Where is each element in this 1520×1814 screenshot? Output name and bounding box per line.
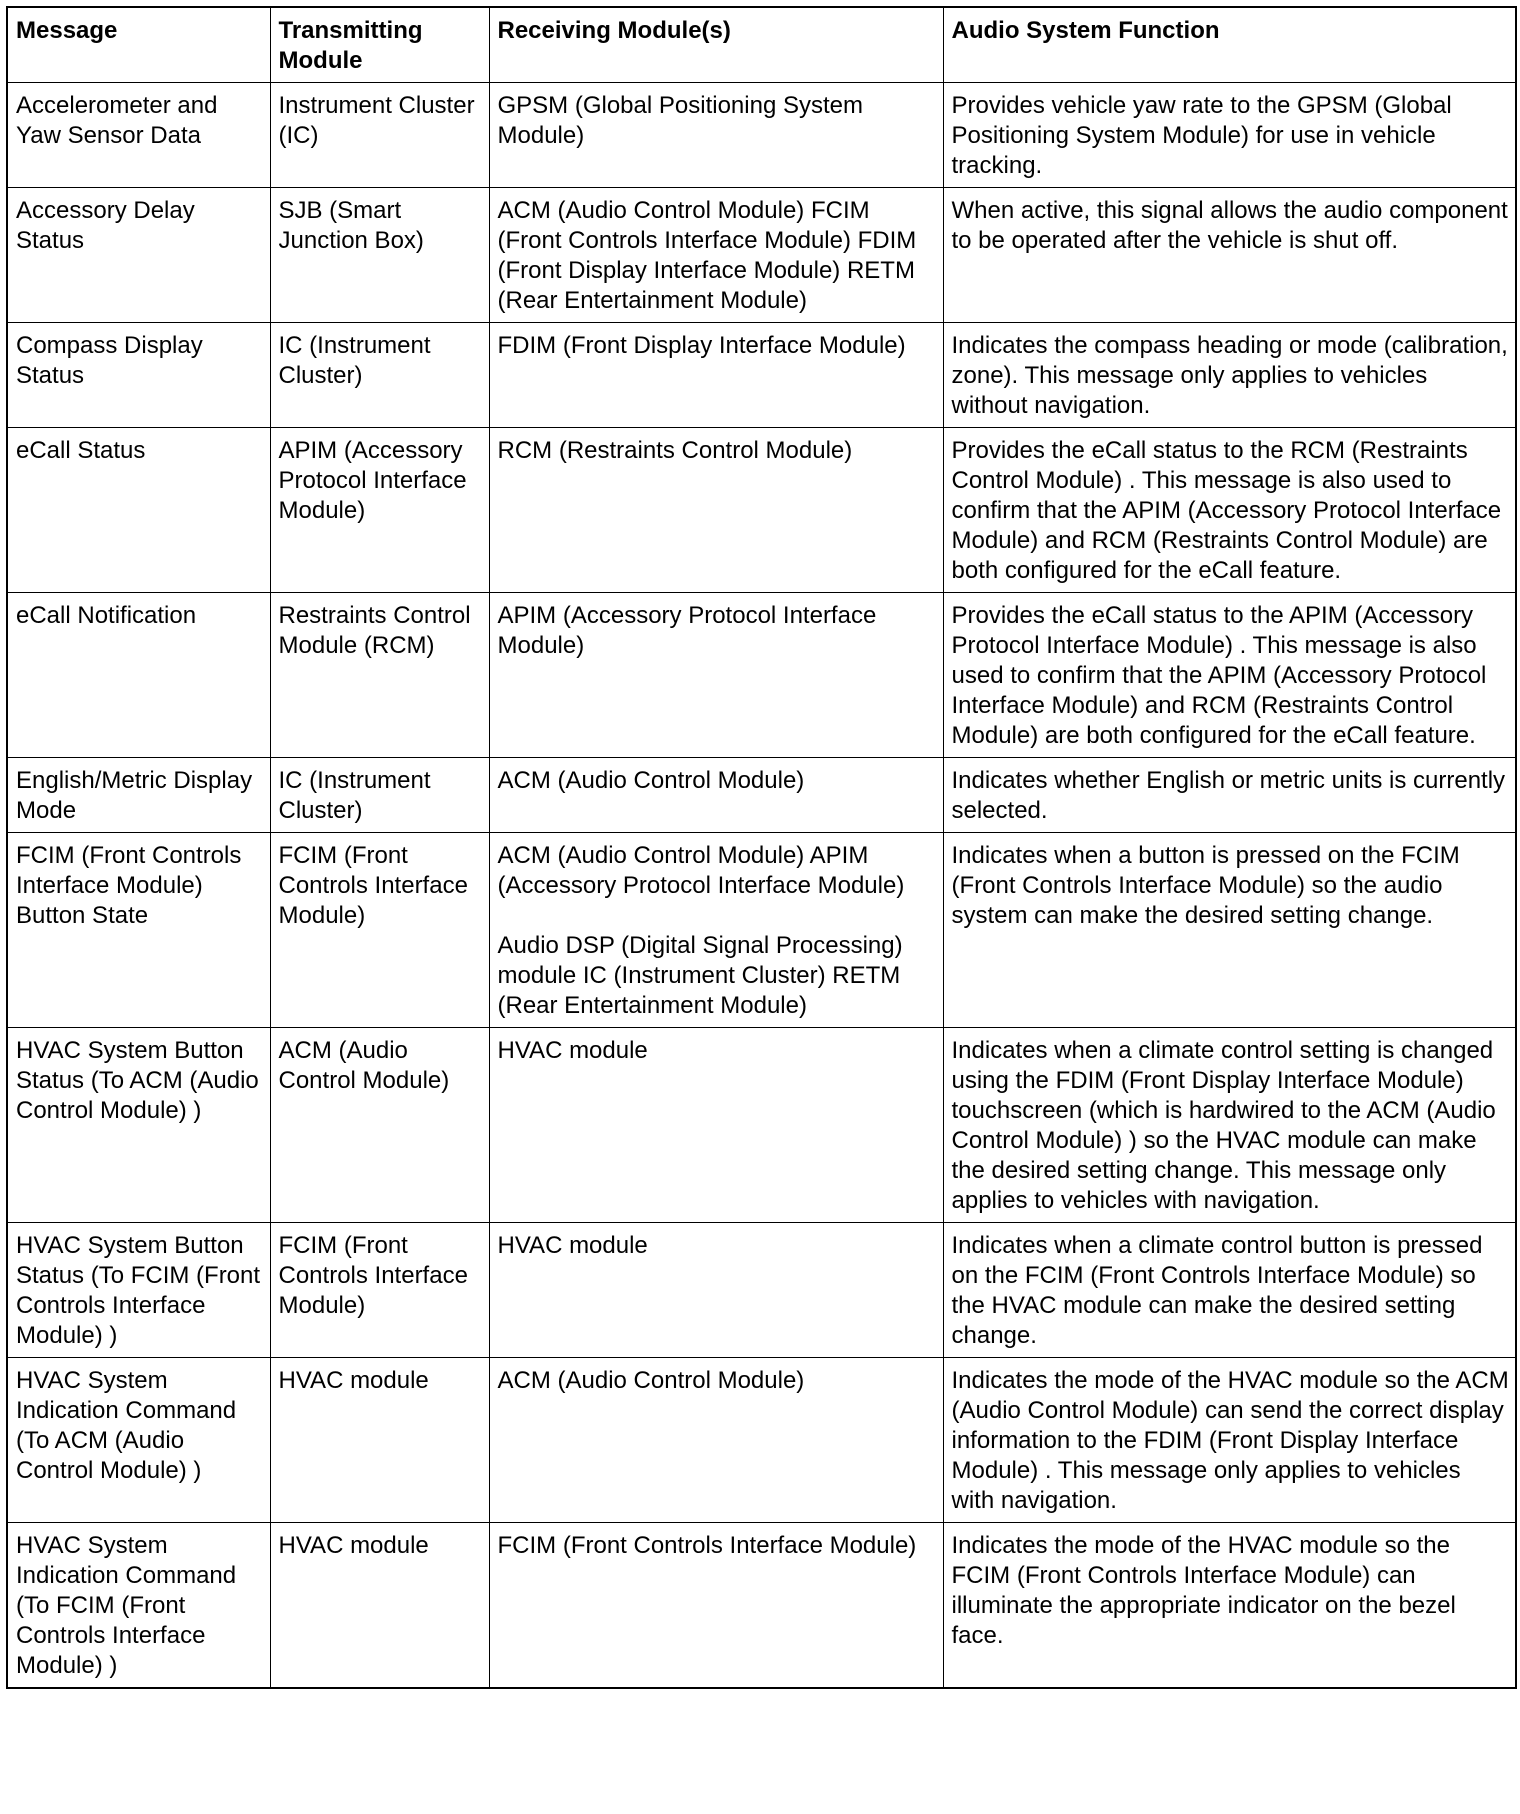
cell-receiving-modules — [489, 323, 943, 428]
cell-receiving-modules — [489, 83, 943, 188]
cell-receiving-modules — [489, 1523, 943, 1689]
header-receiving-modules: Receiving Module(s) — [489, 7, 943, 83]
table-row — [7, 1358, 1516, 1523]
table-row — [7, 1028, 1516, 1223]
table-row — [7, 323, 1516, 428]
receiving-module-text: Audio DSP (Digital Signal Processing) module IC (Instrument Cluster) RETM (Rear Entertainment Module) — [497, 932, 903, 1019]
cell-message: eCall Notification — [7, 593, 270, 758]
cell-receiving-modules — [489, 1028, 943, 1223]
cell-transmitting-module: SJB (Smart Junction Box) — [270, 188, 489, 323]
receiving-module-text: GPSM (Global Positioning System Module) — [497, 92, 863, 149]
receiving-module-text: FCIM (Front Controls Interface Module) — [497, 1532, 917, 1559]
table-row — [7, 83, 1516, 188]
cell-transmitting-module: Restraints Control Module (RCM) — [270, 593, 489, 758]
receiving-module-text: FDIM (Front Display Interface Module) — [497, 332, 906, 359]
table-row — [7, 758, 1516, 833]
table-row — [7, 428, 1516, 593]
receiving-module-text: APIM (Accessory Protocol Interface Module) — [497, 602, 877, 659]
cell-message: FCIM (Front Controls Interface Module) Button State — [7, 833, 270, 1028]
cell-audio-system-function: Indicates the compass heading or mode (calibration, zone). This message only applies to vehicles without navigation. — [943, 323, 1516, 428]
table-body — [7, 83, 1516, 1689]
header-transmitting-module: Transmitting Module — [270, 7, 489, 83]
receiving-module-text: ACM (Audio Control Module) — [497, 1367, 805, 1394]
cell-transmitting-module: ACM (Audio Control Module) — [270, 1028, 489, 1223]
paragraph-gap — [498, 901, 937, 931]
cell-audio-system-function: Indicates whether English or metric units is currently selected. — [943, 758, 1516, 833]
header-audio-system-function: Audio System Function — [943, 7, 1516, 83]
cell-receiving-modules — [489, 1358, 943, 1523]
table-row — [7, 593, 1516, 758]
cell-audio-system-function: Indicates when a climate control setting is changed using the FDIM (Front Display Interface Module) touchscreen (which is hardwired to the ACM (Audio Control Module) ) so the HVAC module can make the desired setting change. This message only applies to vehicles with navigation. — [943, 1028, 1516, 1223]
cell-audio-system-function: Indicates when a button is pressed on the FCIM (Front Controls Interface Module) so the audio system can make the desired setting change. — [943, 833, 1516, 1028]
cell-receiving-modules — [489, 428, 943, 593]
cell-message: Accelerometer and Yaw Sensor Data — [7, 83, 270, 188]
cell-message: HVAC System Button Status (To FCIM (Front Controls Interface Module) ) — [7, 1223, 270, 1358]
cell-transmitting-module: FCIM (Front Controls Interface Module) — [270, 833, 489, 1028]
cell-transmitting-module: HVAC module — [270, 1523, 489, 1689]
cell-receiving-modules — [489, 593, 943, 758]
cell-message: HVAC System Button Status (To ACM (Audio Control Module) ) — [7, 1028, 270, 1223]
cell-message: Compass Display Status — [7, 323, 270, 428]
table-row — [7, 833, 1516, 1028]
header-message: Message — [7, 7, 270, 83]
cell-transmitting-module: FCIM (Front Controls Interface Module) — [270, 1223, 489, 1358]
cell-audio-system-function: Indicates the mode of the HVAC module so the ACM (Audio Control Module) can send the correct display information to the FDIM (Front Display Interface Module) . This message only applies to vehicles with navigation. — [943, 1358, 1516, 1523]
message-table — [6, 6, 1517, 1689]
cell-transmitting-module: HVAC module — [270, 1358, 489, 1523]
cell-message: English/Metric Display Mode — [7, 758, 270, 833]
receiving-module-text: RCM (Restraints Control Module) — [497, 437, 853, 464]
cell-audio-system-function: Provides vehicle yaw rate to the GPSM (Global Positioning System Module) for use in vehicle tracking. — [943, 83, 1516, 188]
cell-transmitting-module: IC (Instrument Cluster) — [270, 758, 489, 833]
cell-receiving-modules — [489, 833, 943, 1028]
cell-audio-system-function: Provides the eCall status to the APIM (Accessory Protocol Interface Module) . This message is also used to confirm that the APIM (Accessory Protocol Interface Module) and RCM (Restraints Control Module) are both configured for the eCall feature. — [943, 593, 1516, 758]
cell-message: HVAC System Indication Command (To ACM (Audio Control Module) ) — [7, 1358, 270, 1523]
cell-audio-system-function: Provides the eCall status to the RCM (Restraints Control Module) . This message is also used to confirm that the APIM (Accessory Protocol Interface Module) and RCM (Restraints Control Module) are both configured for the eCall feature. — [943, 428, 1516, 593]
cell-audio-system-function: Indicates the mode of the HVAC module so the FCIM (Front Controls Interface Module) can illuminate the appropriate indicator on the bezel face. — [943, 1523, 1516, 1689]
cell-message: Accessory Delay Status — [7, 188, 270, 323]
table-row — [7, 1223, 1516, 1358]
cell-audio-system-function: When active, this signal allows the audio component to be operated after the vehicle is shut off. — [943, 188, 1516, 323]
cell-transmitting-module: Instrument Cluster (IC) — [270, 83, 489, 188]
table-header-row — [7, 7, 1516, 83]
cell-receiving-modules — [489, 1223, 943, 1358]
cell-receiving-modules — [489, 758, 943, 833]
receiving-module-text: HVAC module — [497, 1037, 648, 1064]
receiving-module-text: ACM (Audio Control Module) FCIM (Front Controls Interface Module) FDIM (Front Display Interface Module) RETM (Rear Entertainment Module) — [497, 197, 917, 314]
cell-transmitting-module: APIM (Accessory Protocol Interface Module) — [270, 428, 489, 593]
cell-transmitting-module: IC (Instrument Cluster) — [270, 323, 489, 428]
cell-receiving-modules — [489, 188, 943, 323]
receiving-module-text: ACM (Audio Control Module) — [497, 767, 805, 794]
cell-message: HVAC System Indication Command (To FCIM (Front Controls Interface Module) ) — [7, 1523, 270, 1689]
table-row — [7, 188, 1516, 323]
table-row — [7, 1523, 1516, 1689]
receiving-module-text: HVAC module — [497, 1232, 648, 1259]
cell-message: eCall Status — [7, 428, 270, 593]
receiving-module-text: ACM (Audio Control Module) APIM (Accessory Protocol Interface Module) — [497, 842, 905, 899]
cell-audio-system-function: Indicates when a climate control button is pressed on the FCIM (Front Controls Interface Module) so the HVAC module can make the desired setting change. — [943, 1223, 1516, 1358]
